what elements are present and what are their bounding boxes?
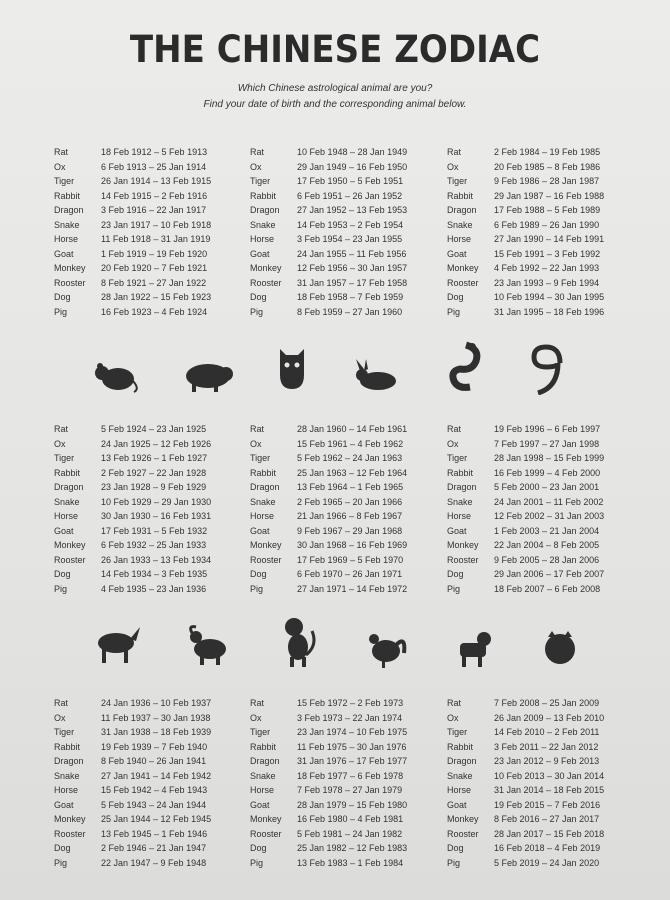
date-range: 10 Feb 1994 – 30 Jan 1995 <box>494 292 605 302</box>
date-range: 29 Jan 1949 – 16 Feb 1950 <box>297 161 408 172</box>
animal-name: Tiger <box>54 453 75 463</box>
animal-name: Pig <box>54 306 68 317</box>
animal-name: Dragon <box>250 756 280 766</box>
date-range: 22 Jan 1947 – 9 Feb 1948 <box>101 857 207 868</box>
animal-name: Monkey <box>54 540 86 550</box>
animal-name: Horse <box>54 234 79 244</box>
date-range: 14 Feb 1953 – 2 Feb 1954 <box>297 219 404 230</box>
animal-name: Rat <box>250 147 265 157</box>
dog-icon <box>454 627 494 669</box>
animal-name: Tiger <box>250 453 271 463</box>
date-range: 23 Jan 1917 – 10 Feb 1918 <box>101 219 212 230</box>
date-range: 8 Feb 1921 – 27 Jan 1922 <box>101 277 207 288</box>
animal-name: Goat <box>447 799 467 810</box>
animal-name: Dragon <box>54 205 84 215</box>
animal-name: Goat <box>447 525 467 536</box>
date-range: 18 Feb 1958 – 7 Feb 1959 <box>297 292 404 302</box>
animal-name: Tiger <box>54 727 75 737</box>
animal-name: Tiger <box>54 176 75 186</box>
animal-name: Dog <box>447 569 464 579</box>
animal-name: Rat <box>250 424 265 434</box>
date-range: 7 Feb 2008 – 25 Jan 2009 <box>494 698 600 708</box>
animal-name: Ox <box>447 438 459 449</box>
date-range: 28 Jan 1922 – 15 Feb 1923 <box>101 292 212 302</box>
animal-name: Goat <box>250 525 270 536</box>
rabbit-icon <box>352 359 402 393</box>
date-range: 29 Jan 1987 – 16 Feb 1988 <box>494 190 605 201</box>
animal-name: Pig <box>54 857 68 868</box>
animal-name: Rooster <box>54 277 86 288</box>
animal-name: Rabbit <box>447 190 474 201</box>
animal-name: Rat <box>54 147 69 157</box>
animal-name: Dog <box>54 843 71 853</box>
animal-name: Dog <box>447 843 464 853</box>
date-range: 14 Feb 1915 – 2 Feb 1916 <box>101 190 208 201</box>
animal-name: Snake <box>250 219 276 230</box>
animal-name: Tiger <box>447 727 468 737</box>
animal-name: Rooster <box>447 554 479 565</box>
animal-name: Monkey <box>250 540 282 550</box>
pig-icon <box>542 629 578 667</box>
date-range: 10 Feb 1948 – 28 Jan 1949 <box>297 147 408 157</box>
icon-row-2 <box>80 615 600 675</box>
animal-name: Snake <box>447 770 473 781</box>
animal-name: Tiger <box>250 727 271 737</box>
date-range: 8 Feb 1959 – 27 Jan 1960 <box>297 306 403 317</box>
animal-name: Dragon <box>250 482 280 492</box>
animal-name: Horse <box>447 511 472 521</box>
date-range: 28 Jan 1979 – 15 Feb 1980 <box>297 799 408 810</box>
date-range: 30 Jan 1930 – 16 Feb 1931 <box>101 511 212 521</box>
subtitle-line-2: Find your date of birth and the corresponding animal below. <box>203 99 467 110</box>
date-range: 22 Jan 2004 – 8 Feb 2005 <box>494 540 600 550</box>
animal-name: Snake <box>54 770 80 781</box>
animal-name: Snake <box>447 219 473 230</box>
date-range: 10 Feb 1929 – 29 Jan 1930 <box>101 496 212 507</box>
date-range: 31 Jan 2014 – 18 Feb 2015 <box>494 785 605 795</box>
date-range: 4 Feb 1935 – 23 Jan 1936 <box>101 583 207 594</box>
animal-name: Rat <box>54 698 69 708</box>
animal-name: Goat <box>250 799 270 810</box>
date-range: 21 Jan 1966 – 8 Feb 1967 <box>297 511 403 521</box>
animal-name: Rat <box>447 698 462 708</box>
animal-name: Rooster <box>54 554 86 565</box>
date-range: 6 Feb 1913 – 25 Jan 1914 <box>101 161 207 172</box>
date-range: 27 Jan 1971 – 14 Feb 1972 <box>297 583 408 594</box>
animal-name: Pig <box>250 857 264 868</box>
tiger-icon <box>276 345 308 391</box>
date-range: 1 Feb 2003 – 21 Jan 2004 <box>494 525 600 536</box>
date-range: 28 Jan 1998 – 15 Feb 1999 <box>494 453 605 463</box>
date-range: 5 Feb 1962 – 24 Jan 1963 <box>297 453 403 463</box>
date-range: 24 Jan 2001 – 11 Feb 2002 <box>494 496 604 507</box>
date-range: 17 Feb 1950 – 5 Feb 1951 <box>297 176 404 186</box>
date-range: 24 Jan 1925 – 12 Feb 1926 <box>101 438 212 449</box>
date-range: 26 Jan 2009 – 13 Feb 2010 <box>494 712 605 723</box>
date-range: 5 Feb 1943 – 24 Jan 1944 <box>101 799 207 810</box>
date-range: 31 Jan 1957 – 17 Feb 1958 <box>297 277 408 288</box>
date-range: 18 Feb 1912 – 5 Feb 1913 <box>101 147 208 157</box>
animal-name: Monkey <box>447 263 479 273</box>
animal-name: Dog <box>447 292 464 302</box>
animal-name: Rabbit <box>250 467 277 478</box>
animal-name: Monkey <box>447 540 479 550</box>
date-range: 3 Feb 1954 – 23 Jan 1955 <box>297 234 403 244</box>
animal-name: Goat <box>250 248 270 259</box>
animal-name: Rat <box>447 424 462 434</box>
animal-name: Horse <box>250 511 275 521</box>
date-range: 9 Feb 1967 – 29 Jan 1968 <box>297 525 403 536</box>
date-range: 18 Feb 1977 – 6 Feb 1978 <box>297 770 404 781</box>
animal-name: Tiger <box>447 176 468 186</box>
animal-name: Goat <box>447 248 467 259</box>
animal-name: Dog <box>250 292 267 302</box>
dragon-icon <box>446 341 486 391</box>
date-range: 3 Feb 2011 – 22 Jan 2012 <box>494 741 599 752</box>
animal-name: Ox <box>54 161 66 172</box>
animal-name: Horse <box>54 785 79 795</box>
animal-name: Dragon <box>54 482 84 492</box>
date-range: 29 Jan 2006 – 17 Feb 2007 <box>494 569 605 579</box>
date-range: 26 Jan 1914 – 13 Feb 1915 <box>101 176 212 186</box>
animal-name: Rat <box>447 147 462 157</box>
animal-name: Monkey <box>54 263 86 273</box>
date-range: 28 Jan 2017 – 15 Feb 2018 <box>494 828 605 839</box>
date-range: 5 Feb 1924 – 23 Jan 1925 <box>101 424 207 434</box>
date-range: 13 Feb 1964 – 1 Feb 1965 <box>297 482 404 492</box>
animal-name: Pig <box>54 583 68 594</box>
animal-name: Pig <box>250 583 264 594</box>
animal-name: Monkey <box>447 814 479 824</box>
date-range: 15 Feb 1961 – 4 Feb 1962 <box>297 438 404 449</box>
date-range: 27 Jan 1952 – 13 Feb 1953 <box>297 205 408 215</box>
date-range: 6 Feb 1989 – 26 Jan 1990 <box>494 219 600 230</box>
date-range: 13 Feb 1945 – 1 Feb 1946 <box>101 828 208 839</box>
animal-name: Monkey <box>54 814 86 824</box>
date-range: 11 Feb 1937 – 30 Jan 1938 <box>101 712 211 723</box>
date-range: 31 Jan 1976 – 17 Feb 1977 <box>297 756 408 766</box>
date-range: 24 Jan 1936 – 10 Feb 1937 <box>101 698 212 708</box>
date-range: 8 Feb 2016 – 27 Jan 2017 <box>494 814 600 824</box>
animal-name: Rabbit <box>54 467 81 478</box>
date-range: 27 Jan 1990 – 14 Feb 1991 <box>494 234 605 244</box>
date-range: 9 Feb 2005 – 28 Jan 2006 <box>494 554 600 565</box>
animal-name: Horse <box>447 234 472 244</box>
date-range: 16 Feb 1923 – 4 Feb 1924 <box>101 306 208 317</box>
date-range: 19 Feb 1939 – 7 Feb 1940 <box>101 741 208 752</box>
date-range: 17 Feb 1931 – 5 Feb 1932 <box>101 525 208 536</box>
date-range: 8 Feb 1940 – 26 Jan 1941 <box>101 756 207 766</box>
date-range: 7 Feb 1997 – 27 Jan 1998 <box>494 438 600 449</box>
date-range: 2 Feb 1946 – 21 Jan 1947 <box>101 843 207 853</box>
date-range: 13 Feb 1983 – 1 Feb 1984 <box>297 857 404 868</box>
animal-name: Dragon <box>447 756 477 766</box>
date-range: 11 Feb 1918 – 31 Jan 1919 <box>101 234 211 244</box>
date-range: 31 Jan 1995 – 18 Feb 1996 <box>494 306 605 317</box>
date-range: 11 Feb 1975 – 30 Jan 1976 <box>297 741 407 752</box>
date-range: 31 Jan 1938 – 18 Feb 1939 <box>101 727 212 737</box>
date-range: 30 Jan 1968 – 16 Feb 1969 <box>297 540 408 550</box>
animal-name: Dog <box>54 292 71 302</box>
animal-name: Rooster <box>447 828 479 839</box>
animal-name: Snake <box>250 770 276 781</box>
animal-name: Rooster <box>447 277 479 288</box>
date-range: 19 Feb 2015 – 7 Feb 2016 <box>494 799 601 810</box>
date-range: 15 Feb 1972 – 2 Feb 1973 <box>297 698 404 708</box>
animal-name: Rooster <box>250 828 282 839</box>
animal-name: Horse <box>54 511 79 521</box>
animal-name: Dragon <box>447 205 477 215</box>
animal-name: Pig <box>250 306 264 317</box>
date-range: 12 Feb 2002 – 31 Jan 2003 <box>494 511 605 521</box>
date-range: 16 Feb 1999 – 4 Feb 2000 <box>494 467 601 478</box>
animal-name: Ox <box>250 161 262 172</box>
animal-name: Rabbit <box>250 190 277 201</box>
date-range: 25 Jan 1982 – 12 Feb 1983 <box>297 843 408 853</box>
date-range: 6 Feb 1932 – 25 Jan 1933 <box>101 540 207 550</box>
date-range: 3 Feb 1973 – 22 Jan 1974 <box>297 712 403 723</box>
date-range: 9 Feb 1986 – 28 Jan 1987 <box>494 176 600 186</box>
monkey-icon <box>278 615 318 669</box>
animal-name: Snake <box>447 496 473 507</box>
animal-name: Monkey <box>250 263 282 273</box>
animal-name: Rooster <box>54 828 86 839</box>
animal-name: Goat <box>54 525 74 536</box>
date-range: 23 Jan 2012 – 9 Feb 2013 <box>494 756 600 766</box>
animal-name: Rabbit <box>447 467 474 478</box>
animal-name: Dragon <box>250 205 280 215</box>
animal-name: Tiger <box>250 176 271 186</box>
animal-name: Rabbit <box>54 190 81 201</box>
animal-name: Pig <box>447 306 461 317</box>
animal-name: Pig <box>447 857 461 868</box>
date-range: 16 Feb 1980 – 4 Feb 1981 <box>297 814 404 824</box>
animal-name: Rabbit <box>54 741 81 752</box>
date-range: 6 Feb 1970 – 26 Jan 1971 <box>297 569 403 579</box>
snake-icon <box>528 343 568 395</box>
animal-name: Ox <box>54 438 66 449</box>
animal-name: Horse <box>250 234 275 244</box>
date-range: 5 Feb 2000 – 23 Jan 2001 <box>494 482 600 492</box>
date-range: 7 Feb 1978 – 27 Jan 1979 <box>297 785 403 795</box>
icon-row-1 <box>80 345 600 405</box>
animal-name: Ox <box>250 712 262 723</box>
date-range: 19 Feb 1996 – 6 Feb 1997 <box>494 424 601 434</box>
animal-name: Tiger <box>447 453 468 463</box>
animal-name: Ox <box>250 438 262 449</box>
page-title: THE CHINESE ZODIAC <box>129 28 541 71</box>
rooster-icon <box>366 627 408 669</box>
date-range: 10 Feb 2013 – 30 Jan 2014 <box>494 770 605 781</box>
date-range: 5 Feb 2019 – 24 Jan 2020 <box>494 857 600 868</box>
date-range: 16 Feb 2018 – 4 Feb 2019 <box>494 843 601 853</box>
animal-name: Rat <box>54 424 69 434</box>
ox-icon <box>180 359 236 393</box>
animal-name: Ox <box>447 161 459 172</box>
animal-name: Dragon <box>54 756 84 766</box>
animal-name: Goat <box>54 799 74 810</box>
animal-name: Rabbit <box>250 741 277 752</box>
date-range: 14 Feb 2010 – 2 Feb 2011 <box>494 727 600 737</box>
animal-name: Rooster <box>250 277 282 288</box>
animal-name: Dog <box>250 843 267 853</box>
rat-icon <box>90 359 142 393</box>
date-range: 26 Jan 1933 – 13 Feb 1934 <box>101 554 212 565</box>
animal-name: Dragon <box>447 482 477 492</box>
date-range: 14 Feb 1934 – 3 Feb 1935 <box>101 569 208 579</box>
animal-name: Snake <box>54 219 80 230</box>
date-range: 25 Jan 1944 – 12 Feb 1945 <box>101 814 212 824</box>
date-range: 23 Jan 1974 – 10 Feb 1975 <box>297 727 408 737</box>
animal-name: Horse <box>447 785 472 795</box>
date-range: 20 Feb 1920 – 7 Feb 1921 <box>101 263 208 273</box>
date-range: 3 Feb 1916 – 22 Jan 1917 <box>101 205 207 215</box>
animal-name: Rabbit <box>447 741 474 752</box>
date-range: 25 Jan 1963 – 12 Feb 1964 <box>297 467 408 478</box>
animal-name: Rooster <box>250 554 282 565</box>
animal-name: Ox <box>54 712 66 723</box>
animal-name: Goat <box>54 248 74 259</box>
date-range: 1 Feb 1919 – 19 Feb 1920 <box>101 248 208 259</box>
date-range: 18 Feb 2007 – 6 Feb 2008 <box>494 583 601 594</box>
date-range: 6 Feb 1951 – 26 Jan 1952 <box>297 190 403 201</box>
goat-icon <box>186 623 230 667</box>
date-range: 28 Jan 1960 – 14 Feb 1961 <box>297 424 408 434</box>
date-range: 4 Feb 1992 – 22 Jan 1993 <box>494 263 600 273</box>
date-range: 15 Feb 1942 – 4 Feb 1943 <box>101 785 208 795</box>
animal-name: Snake <box>54 496 80 507</box>
date-range: 12 Feb 1956 – 30 Jan 1957 <box>297 263 408 273</box>
animal-name: Dog <box>250 569 267 579</box>
animal-name: Rat <box>250 698 265 708</box>
date-range: 2 Feb 1965 – 20 Jan 1966 <box>297 496 403 507</box>
date-range: 20 Feb 1985 – 8 Feb 1986 <box>494 161 601 172</box>
date-range: 23 Jan 1928 – 9 Feb 1929 <box>101 482 207 492</box>
horse-icon <box>92 621 144 665</box>
animal-name: Ox <box>447 712 459 723</box>
date-range: 17 Feb 1988 – 5 Feb 1989 <box>494 205 601 215</box>
date-range: 24 Jan 1955 – 11 Feb 1956 <box>297 248 407 259</box>
date-range: 23 Jan 1993 – 9 Feb 1994 <box>494 277 600 288</box>
animal-name: Dog <box>54 569 71 579</box>
subtitle-line-1: Which Chinese astrological animal are you? <box>237 83 433 94</box>
animal-name: Snake <box>250 496 276 507</box>
date-range: 2 Feb 1927 – 22 Jan 1928 <box>101 467 207 478</box>
date-range: 15 Feb 1991 – 3 Feb 1992 <box>494 248 601 259</box>
date-range: 27 Jan 1941 – 14 Feb 1942 <box>101 770 212 781</box>
date-range: 5 Feb 1981 – 24 Jan 1982 <box>297 828 403 839</box>
animal-name: Monkey <box>250 814 282 824</box>
date-range: 2 Feb 1984 – 19 Feb 1985 <box>494 147 601 157</box>
date-range: 13 Feb 1926 – 1 Feb 1927 <box>101 453 208 463</box>
animal-name: Pig <box>447 583 461 594</box>
animal-name: Horse <box>250 785 275 795</box>
date-range: 17 Feb 1969 – 5 Feb 1970 <box>297 554 404 565</box>
